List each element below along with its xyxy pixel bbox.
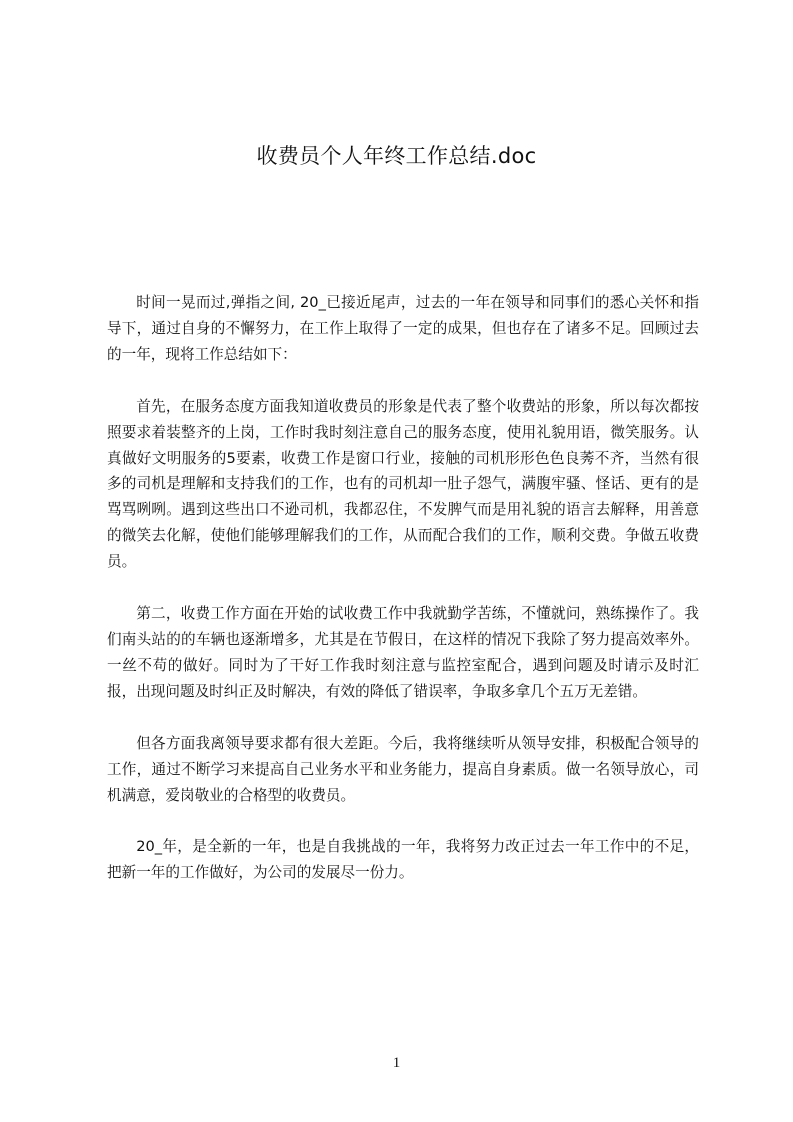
paragraph-service-attitude: 首先，在服务态度方面我知道收费员的形象是代表了整个收费站的形象，所以每次都按照要求着装整齐的上岗，工作时我时刻注意自己的服务态度，使用礼貌用语，微笑服务。认真做好文明服务的5要素，收费工作是窗口行业，接触的司机形形色色良莠不齐，当然有很多的司机是理解和支持我们的工作，也有的司机却一肚子怨气，满腹牢骚、怪话、更有的是骂骂咧咧。遇到这些出口不逊司机，我都忍住，不发脾气而是用礼貌的语言去解释，用善意的微笑去化解，使他们能够理解我们的工作，从而配合我们的工作，顺利交费。争做五收费员。 <box>107 397 699 571</box>
document-title: 收费员个人年终工作总结.doc <box>256 144 537 168</box>
document-body <box>107 290 699 912</box>
page-number: 1 <box>392 1055 401 1071</box>
paragraph-toll-work: 第二，收费工作方面在开始的试收费工作中我就勤学苦练，不懂就问，熟练操作了。我们南头站的的车辆也逐渐增多，尤其是在节假日，在这样的情况下我除了努力提高效率外。一丝不苟的做好。同时为了干好工作我时刻注意与监控室配合，遇到问题及时请示及时汇报，出现问题及时纠正及时解决，有效的降低了错误率，争取多拿几个五万无差错。 <box>107 605 699 700</box>
paragraph-shortcomings: 但各方面我离领导要求都有很大差距。今后，我将继续听从领导安排，积极配合领导的工作，通过不断学习来提高自己业务水平和业务能力，提高自身素质。做一名领导放心，司机满意，爱岗敬业的合格型的收费员。 <box>107 734 699 804</box>
paragraph-new-year: 20_年，是全新的一年，也是自我挑战的一年，我将努力改正过去一年工作中的不足，把新一年的工作做好，为公司的发展尽一份力。 <box>107 838 699 882</box>
paragraph-intro: 时间一晃而过,弹指之间, 20_已接近尾声，过去的一年在领导和同事们的悉心关怀和指导下，通过自身的不懈努力，在工作上取得了一定的成果，但也存在了诸多不足。回顾过去的一年，现将工作总结如下： <box>107 294 699 363</box>
